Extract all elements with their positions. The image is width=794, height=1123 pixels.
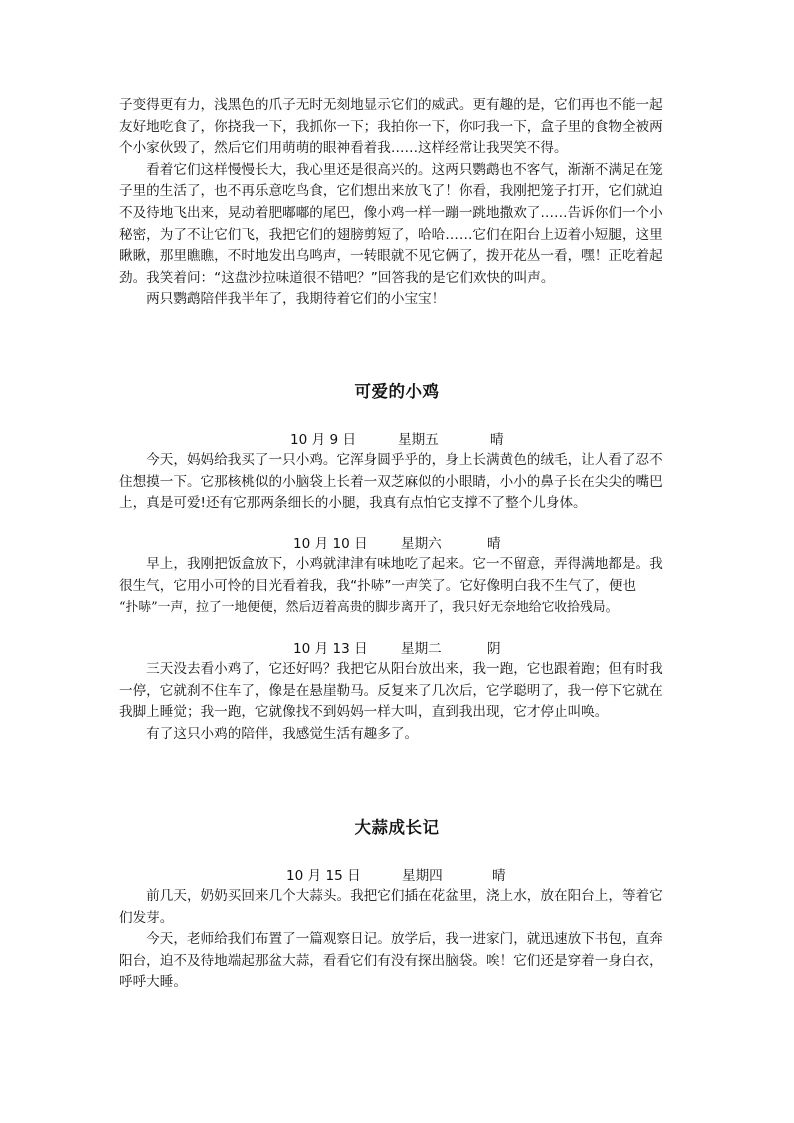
paragraph-line: 有了这只小鸡的陪伴，我感觉生活有趣多了。 bbox=[119, 725, 419, 742]
paragraph-line: 上，真是可爱!还有它那两条细长的小腿，我真有点怕它支撑不了整个儿身体。 bbox=[119, 495, 587, 512]
paragraph-line: 子变得更有力，浅黑色的爪子无时无刻地显示它们的威武。更有趣的是，它们再也不能一起 bbox=[119, 97, 663, 113]
paragraph-line: 呼呼大睡。 bbox=[119, 974, 187, 991]
paragraph-line: 看着它们这样慢慢长大，我心里还是很高兴的。这两只鹦鹉也不客气，渐渐不满足在笼 bbox=[119, 161, 663, 178]
entry-date: 10 月 15 日 bbox=[286, 868, 361, 884]
paragraph-line: 们发芽。 bbox=[119, 909, 174, 926]
entry-date: 10 月 13 日 bbox=[293, 641, 368, 657]
entry-weather: 晴 bbox=[487, 536, 501, 552]
entry-date: 10 月 10 日 bbox=[293, 536, 368, 552]
paragraph-line: 早上，我刚把饭盒放下，小鸡就津津有味地吃了起来。它一不留意，弄得满地都是。我 bbox=[119, 556, 663, 572]
entry-body bbox=[119, 886, 681, 994]
entry-weekday: 星期四 bbox=[402, 868, 443, 884]
paragraph-line: 今天，妈妈给我买了一只小鸡。它浑身圆乎乎的，身上长满黄色的绒毛，让人看了忍不 bbox=[119, 452, 663, 468]
entry-weekday: 星期五 bbox=[398, 432, 439, 448]
paragraph-line: 很生气，它用小可怜的目光看着我，我“扑哧”一声笑了。它好像明白我不生气了，便也 bbox=[119, 577, 637, 594]
entry-weekday: 星期二 bbox=[401, 641, 442, 657]
paragraph-line: 瞅瞅，那里瞧瞧，不时地发出乌鸣声，一转眼就不见它俩了，拨开花丛一看，嘿！正吃着起 bbox=[119, 248, 663, 265]
paragraph-line: 今天，老师给我们布置了一篇观察日记。放学后，我一进家门，就迅速放下书包，直奔 bbox=[119, 931, 663, 948]
paragraph-line: 我脚上睡觉；我一跑，它就像找不到妈妈一样大叫，直到我出现，它才停止叫唤。 bbox=[119, 704, 609, 721]
story1-body bbox=[119, 95, 681, 311]
story2-title: 可爱的小鸡 bbox=[354, 382, 440, 401]
entry-weather: 晴 bbox=[492, 868, 506, 884]
entry-weekday: 星期六 bbox=[401, 536, 442, 552]
paragraph-line: 劲。我笑着问：“这盘沙拉味道很不错吧？”回答我的是它们欢快的叫声。 bbox=[119, 269, 555, 286]
entry-weather: 阴 bbox=[487, 641, 501, 657]
paragraph-line: 子里的生活了，也不再乐意吃鸟食，它们想出来放飞了！你看，我刚把笼子打开，它们就迫 bbox=[119, 183, 663, 200]
paragraph-line: 秘密，为了不让它们飞，我把它们的翅膀剪短了，哈哈……它们在阳台上迈着小短腿，这里 bbox=[119, 226, 663, 243]
entry-weather: 晴 bbox=[490, 432, 504, 448]
paragraph-line: 阳台，迫不及待地端起那盆大蒜，看看它们有没有探出脑袋。唉！它们还是穿着一身白衣， bbox=[119, 952, 663, 969]
paragraph-line: 三天没去看小鸡了，它还好吗？我把它从阳台放出来，我一跑，它也跟着跑；但有时我 bbox=[119, 661, 663, 677]
entry-body bbox=[119, 554, 681, 619]
paragraph-line: 不及待地飞出来，晃动着肥嘟嘟的尾巴，像小鸡一样一蹦一跳地撒欢了……告诉你们一个小 bbox=[119, 204, 663, 221]
paragraph-line: 两只鹦鹉陪伴我半年了，我期待着它们的小宝宝！ bbox=[119, 291, 446, 308]
story3-title: 大蒜成长记 bbox=[354, 818, 440, 837]
entry-body bbox=[119, 659, 681, 745]
entry-body bbox=[119, 450, 681, 515]
paragraph-line: 前几天，奶奶买回来几个大蒜头。我把它们插在花盆里，浇上水，放在阳台上，等着它 bbox=[119, 888, 663, 904]
paragraph-line: 个小家伙毁了，然后它们用萌萌的眼神看着我……这样经常让我哭笑不得。 bbox=[119, 140, 568, 157]
paragraph-line: 友好地吃食了，你挠我一下，我抓你一下；我拍你一下，你叼我一下，盒子里的食物全被两 bbox=[119, 118, 663, 135]
paragraph-line: 一停，它就刹不住车了，像是在悬崖勒马。反复来了几次后，它学聪明了，我一停下它就在 bbox=[119, 682, 663, 699]
paragraph-line: “扑哧”一声，拉了一地便便，然后迈着高贵的脚步离开了，我只好无奈地给它收拾残局。 bbox=[119, 600, 619, 616]
entry-date: 10 月 9 日 bbox=[290, 432, 357, 448]
paragraph-line: 住想摸一下。它那核桃似的小脑袋上长着一双芝麻似的小眼睛，小小的鼻子长在尖尖的嘴巴 bbox=[119, 473, 663, 490]
